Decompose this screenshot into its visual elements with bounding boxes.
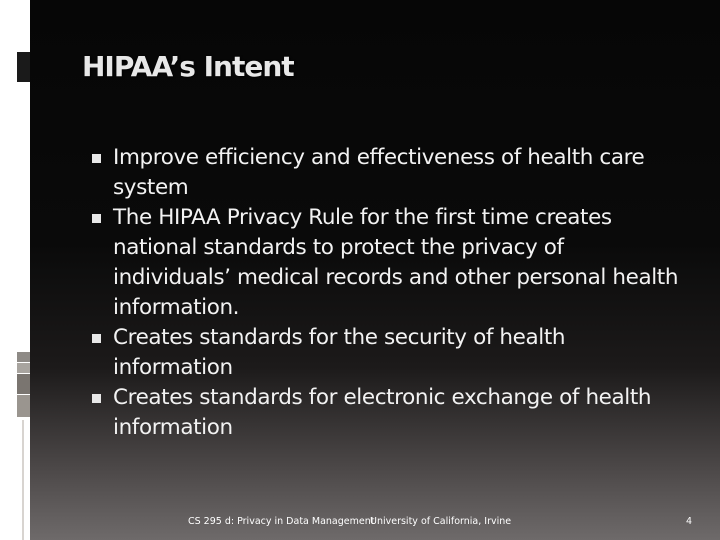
footer-course: CS 295 d: Privacy in Data Management xyxy=(188,516,375,527)
slide-title: HIPAA’s Intent xyxy=(82,50,294,83)
bullet-text: Improve efficiency and effectiveness of health care system xyxy=(113,145,645,200)
square-bullet-icon xyxy=(92,154,101,163)
bullet-text: The HIPAA Privacy Rule for the first time creates national standards to protect the privacy of individuals’ medical records and other personal health information. xyxy=(113,205,679,320)
slide-footer xyxy=(0,516,720,532)
bullet-item xyxy=(92,203,682,323)
title-accent-block xyxy=(17,52,30,82)
bullet-text: Creates standards for electronic exchange of health information xyxy=(113,385,652,440)
side-accent-block xyxy=(17,395,30,417)
page-number: 4 xyxy=(686,516,693,527)
bullet-item xyxy=(92,143,682,203)
bullet-list xyxy=(92,143,682,443)
square-bullet-icon xyxy=(92,394,101,403)
square-bullet-icon xyxy=(92,214,101,223)
footer-organization: University of California, Irvine xyxy=(370,516,512,527)
bullet-item xyxy=(92,383,682,443)
title-accent-line xyxy=(17,82,30,85)
square-bullet-icon xyxy=(92,334,101,343)
side-accent-block xyxy=(17,374,30,394)
side-accent-block xyxy=(17,363,30,373)
bullet-item xyxy=(92,323,682,383)
bullet-text: Creates standards for the security of health information xyxy=(113,325,566,380)
side-accent-block xyxy=(17,352,30,362)
